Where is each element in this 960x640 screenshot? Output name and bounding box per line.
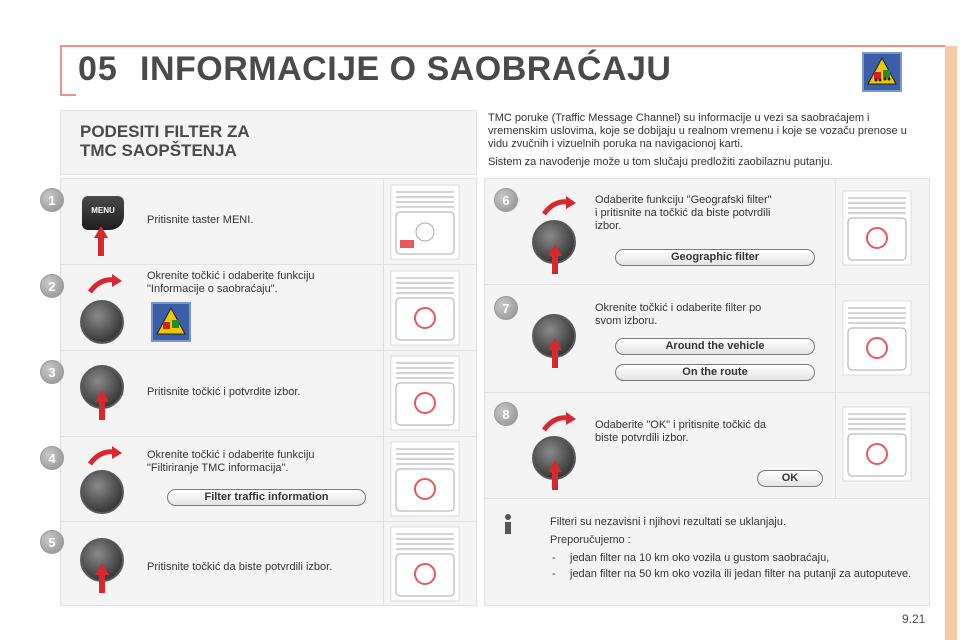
description-paragraph: TMC poruke (Traffic Message Channel) su informacije u vezi sa saobraćajem i vremenskim uslovima, koje se dobijaju u realnom vremenu i koje se vozaču prenose u vidu zvučnih i vizuelnih poruka na navigacionoj karti. <box>488 112 907 150</box>
traffic-info-icon <box>151 302 191 342</box>
traffic-info-icon <box>862 52 902 92</box>
press-arrow-icon <box>94 226 108 256</box>
rotate-arrow-icon <box>540 412 578 432</box>
press-arrow-icon <box>95 390 109 420</box>
step-2-text <box>147 270 315 296</box>
column-divider <box>835 178 836 498</box>
description <box>488 112 928 174</box>
control-panel-illustration <box>842 406 912 482</box>
row-divider <box>60 350 477 351</box>
section-title <box>80 122 250 160</box>
frame-left-line <box>60 45 62 95</box>
list-item: - jedan filter na 50 km oko vozila ili jedan filter na putanji za autoputeve. <box>550 568 920 581</box>
section-title-line2: TMC SAOPŠTENJA <box>80 141 237 160</box>
step-7-text <box>595 302 761 328</box>
page-number: 9.21 <box>902 612 926 626</box>
menu-option-on-the-route: On the route <box>615 364 815 381</box>
rotary-knob <box>80 300 124 344</box>
step-text-line: izbor. <box>595 220 622 232</box>
press-arrow-icon <box>548 460 562 490</box>
step-5-text: Pritisnite točkić da biste potvrdili izbor. <box>147 561 333 573</box>
step-badge-3: 3 <box>40 360 64 384</box>
rotate-arrow-icon <box>540 196 578 216</box>
press-arrow-icon <box>548 338 562 368</box>
step-badge-1: 1 <box>40 188 64 212</box>
rotate-arrow-icon <box>86 446 124 466</box>
row-divider <box>484 284 930 285</box>
step-text-line: Odaberite "OK" i pritisnite točkić da <box>595 419 767 431</box>
step-3-text: Pritisnite točkić i potvrdite izbor. <box>147 386 301 398</box>
control-panel-illustration <box>390 270 460 346</box>
press-arrow-icon <box>95 563 109 593</box>
step-4-text <box>147 449 315 475</box>
step-badge-5: 5 <box>40 530 64 554</box>
recommendation-list <box>550 552 920 581</box>
control-panel-illustration <box>842 190 912 266</box>
step-badge-6: 6 <box>494 188 518 212</box>
step-text-line: "Filtiriranje TMC informacija". <box>147 462 289 474</box>
list-item: - jedan filter na 10 km oko vozila u gustom saobraćaju, <box>550 552 920 565</box>
note-line: Preporučujemo : <box>550 534 631 546</box>
step-text-line: svom izboru. <box>595 315 658 327</box>
menu-key: MENU <box>82 196 124 230</box>
note-line: Filteri su nezavisni i njihovi rezultati se uklanjaju. <box>550 516 786 528</box>
frame-top-line <box>60 45 945 47</box>
description-paragraph: Sistem za navođenje može u tom slučaju predložiti zaobilaznu putanju. <box>488 156 833 168</box>
menu-option-around-the-vehicle: Around the vehicle <box>615 338 815 355</box>
step-badge-4: 4 <box>40 446 64 470</box>
control-panel-illustration <box>390 355 460 431</box>
rotary-knob <box>80 470 124 514</box>
row-divider <box>60 521 477 522</box>
press-arrow-icon <box>548 244 562 274</box>
page-title: INFORMACIJE O SAOBRAĆAJU <box>140 50 672 88</box>
row-divider <box>60 264 477 265</box>
side-tab-bar <box>945 46 957 640</box>
step-badge-8: 8 <box>494 402 518 426</box>
row-divider <box>484 392 930 393</box>
row-divider <box>60 436 477 437</box>
step-text-line: Okrenite točkić i odaberite funkciju <box>147 449 315 461</box>
step-text-line: biste potvrdili izbor. <box>595 432 689 444</box>
step-8-text <box>595 419 766 445</box>
step-1-text: Pritisnite taster MENI. <box>147 214 254 226</box>
control-panel-illustration <box>842 300 912 376</box>
info-note <box>550 516 920 584</box>
menu-option-filter-traffic-information: Filter traffic information <box>167 489 366 506</box>
control-panel-illustration <box>390 184 460 260</box>
menu-option-ok: OK <box>757 470 823 487</box>
step-badge-2: 2 <box>40 274 64 298</box>
section-title-line1: PODESITI FILTER ZA <box>80 122 250 141</box>
row-divider <box>484 498 930 499</box>
step-text-line: Okrenite točkić i odaberite funkciju <box>147 270 315 282</box>
step-text-line: i pritisnite na točkić da biste potvrdili <box>595 207 771 219</box>
step-text-line: Odaberite funkciju "Geografski filter" <box>595 194 772 206</box>
control-panel-illustration <box>390 526 460 602</box>
menu-option-geographic-filter: Geographic filter <box>615 249 815 266</box>
chapter-number: 05 <box>78 50 118 88</box>
step-6-text <box>595 194 772 233</box>
info-icon <box>498 513 518 535</box>
rotate-arrow-icon <box>86 274 124 294</box>
step-badge-7: 7 <box>494 296 518 320</box>
control-panel-illustration <box>390 441 460 517</box>
step-text-line: "Informacije o saobraćaju". <box>147 283 278 295</box>
header-under-line <box>60 94 76 96</box>
column-divider <box>383 178 384 606</box>
step-text-line: Okrenite točkić i odaberite filter po <box>595 302 762 314</box>
